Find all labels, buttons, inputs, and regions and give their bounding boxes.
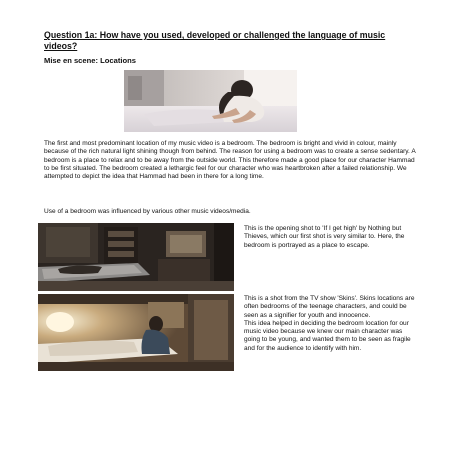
caption-skins-part-2: This idea helped in deciding the bedroom location for our music video because we knew our main character was going to be young, and wanted them to be seen as fragile and for the audience to identify with him. [244,319,411,352]
bedroom-photo-main [124,70,297,132]
question-title: Question 1a: How have you used, developed or challenged the language of music videos? [44,30,386,51]
influence-line: Use of a bedroom was influenced by various other music videos/media. [44,208,251,215]
reference-photo-skins [38,294,234,371]
body-paragraph: The first and most predominant location of my music video is a bedroom. The bedroom is bright and vivid in colour, mainly because of the rich natural light shining though from behind. The reason for using a bedroom was to create a sense sedentary. A bedroom is a place to relax and to be away from the outside world. This therefore made a good place for our character Hammad to be first situated. The bedroom created a lethargic feel for our character who was heartbroken after a failed relationship. We attempted to depict the idea that Hammad had been in there for a long time. [44,140,416,181]
caption-skins [244,295,419,353]
reference-photo-if-i-get-high [38,223,234,291]
caption-if-i-get-high: This is the opening shot to 'If I get high' by Nothing but Thieves, which our first shot is very similar to. Here, the bedroom is portrayed as a place to escape. [244,225,405,249]
caption-skins-part-1: This is a shot from the TV show 'Skins'. Skins locations are often bedrooms of the teenage characters, and could be seen as a signifier for youth and innocence. [244,295,415,319]
section-subheading: Mise en scene: Locations [44,56,136,65]
